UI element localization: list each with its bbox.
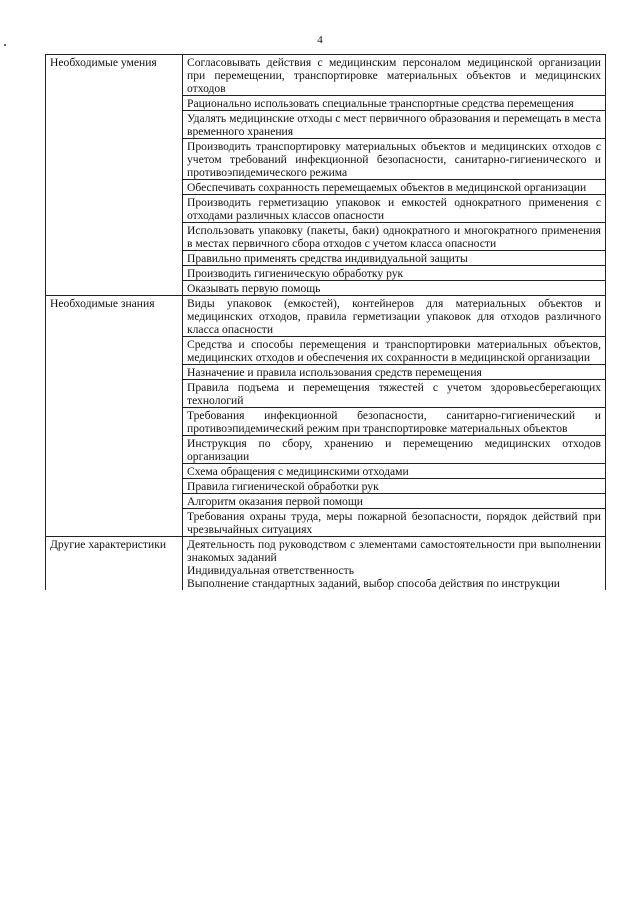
table-row — [46, 296, 606, 337]
skill-item: Использовать упаковку (пакеты, баки) однократного и многократного применения в местах первичного сбора отходов с учетом класса опасности — [183, 223, 606, 251]
knowledge-item: Схема обращения с медицинскими отходами — [183, 464, 606, 479]
skill-item: Согласовывать действия с медицинским персоналом медицинской организации при перемещении, транспортировке материальных объектов и медицинских отходов — [183, 55, 606, 96]
knowledge-item: Требования инфекционной безопасности, санитарно-гигиенический и противоэпидемический режим при транспортировке материальных объектов — [183, 408, 606, 436]
skill-item: Производить транспортировку материальных объектов и медицинских отходов с учетом требований инфекционной безопасности, санитарно-гигиенического и противоэпидемического режима — [183, 139, 606, 180]
page-number: 4 — [317, 34, 323, 46]
skill-item: Производить гигиеническую обработку рук — [183, 266, 606, 281]
skill-item: Оказывать первую помощь — [183, 281, 606, 296]
other-item: Выполнение стандартных заданий, выбор способа действия по инструкции — [187, 577, 560, 590]
competency-table — [45, 54, 606, 590]
knowledge-item: Назначение и правила использования средств перемещения — [183, 365, 606, 380]
skill-item: Обеспечивать сохранность перемещаемых объектов в медицинской организации — [183, 180, 606, 195]
knowledge-item: Инструкция по сбору, хранению и перемещению медицинских отходов организации — [183, 436, 606, 464]
skill-item: Производить герметизацию упаковок и емкостей однократного применения с отходами различных классов опасности — [183, 195, 606, 223]
other-items-cell — [183, 537, 606, 591]
knowledge-item: Алгоритм оказания первой помощи — [183, 494, 606, 509]
knowledge-category: Необходимые знания — [46, 296, 183, 537]
other-item: Индивидуальная ответственность — [187, 564, 355, 577]
other-category: Другие характеристики — [46, 537, 183, 591]
knowledge-item: Виды упаковок (емкостей), контейнеров для материальных объектов и медицинских отходов, правила герметизации упаковок для отходов различного класса опасности — [183, 296, 606, 337]
knowledge-item: Правила гигиенической обработки рук — [183, 479, 606, 494]
skill-item: Правильно применять средства индивидуальной защиты — [183, 251, 606, 266]
knowledge-item: Средства и способы перемещения и транспортировки материальных объектов, медицинских отходов и обеспечения их сохранности в медицинской организации — [183, 337, 606, 365]
table-row — [46, 55, 606, 96]
other-item: Деятельность под руководством с элементами самостоятельности при выполнении знакомых заданий — [187, 538, 601, 564]
scan-speck — [4, 44, 6, 46]
skill-item: Рационально использовать специальные транспортные средства перемещения — [183, 96, 606, 111]
table-row — [46, 537, 606, 591]
knowledge-item: Правила подъема и перемещения тяжестей с учетом здоровьесберегающих технологий — [183, 380, 606, 408]
skill-item: Удалять медицинские отходы с мест первичного образования и перемещать в места временного хранения — [183, 111, 606, 139]
knowledge-item: Требования охраны труда, меры пожарной безопасности, порядок действий при чрезвычайных ситуациях — [183, 509, 606, 537]
skills-category: Необходимые умения — [46, 55, 183, 296]
